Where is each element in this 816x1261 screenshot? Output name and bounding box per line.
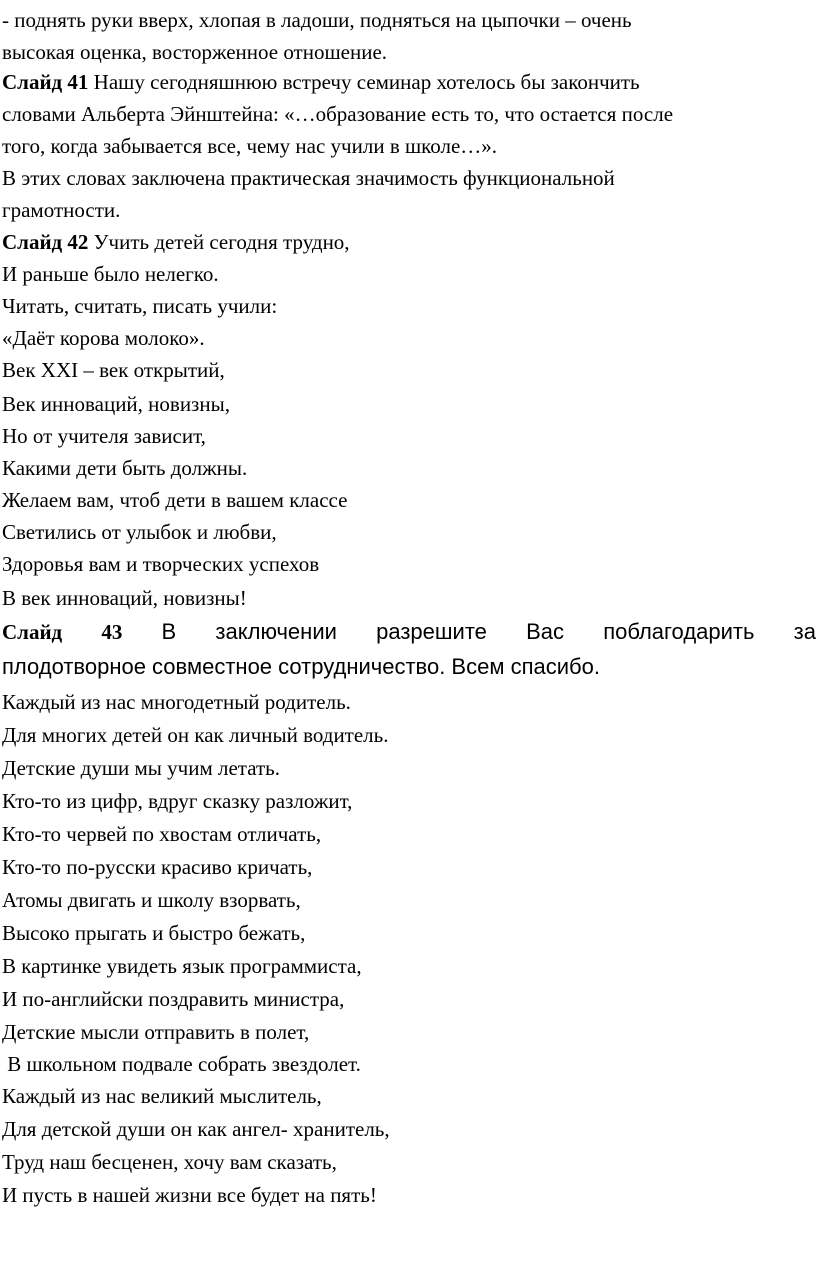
slide43-word: В [161, 619, 177, 644]
slide41-text-1: Нашу сегодняшнюю встречу семинар хотелось бы закончить [88, 70, 640, 94]
slide42-poem-line: Желаем вам, чтоб дети в вашем классе [2, 488, 348, 512]
slide42-paragraph-line-1 [2, 230, 350, 254]
slide43-label-word: Слайд [2, 620, 63, 644]
slide41-paragraph-line-1 [2, 70, 640, 94]
slide43-word: за [793, 619, 816, 644]
slide43-poem-line: Детские души мы учим летать. [2, 756, 281, 780]
slide41-line-3: того, когда забывается все, чему нас учили в школе…». [2, 134, 498, 158]
slide43-poem-line: Для детской души он как ангел- хранитель, [2, 1117, 390, 1141]
slide43-poem-line: В школьном подвале собрать звездолет. [2, 1052, 361, 1076]
slide42-poem-line: Какими дети быть должны. [2, 456, 248, 480]
slide42-poem-line: И раньше было нелегко. [2, 262, 219, 286]
slide42-poem-line: «Даёт корова молоко». [2, 326, 205, 350]
intro-line-2: высокая оценка, восторженное отношение. [2, 40, 388, 64]
slide42-label: Слайд 42 [2, 230, 89, 254]
slide43-poem-line: Детские мысли отправить в полет, [2, 1020, 310, 1044]
slide43-word: Вас [526, 619, 564, 644]
slide43-poem-line: Высоко прыгать и быстро бежать, [2, 921, 306, 945]
slide42-poem-line: Читать, считать, писать учили: [2, 294, 278, 318]
slide43-poem-line: В картинке увидеть язык программиста, [2, 954, 362, 978]
slide43-poem-line: Для многих детей он как личный водитель. [2, 723, 389, 747]
slide43-poem-line: Кто-то по-русски красиво кричать, [2, 855, 313, 879]
slide42-poem-line: Век XXI – век открытий, [2, 358, 225, 382]
slide42-text-1: Учить детей сегодня трудно, [88, 230, 350, 254]
slide42-poem-line: Век инноваций, новизны, [2, 392, 230, 416]
slide42-poem-line: Но от учителя зависит, [2, 424, 206, 448]
slide43-paragraph-line-1 [2, 620, 816, 644]
slide41-label: Слайд 41 [2, 70, 89, 94]
intro-line-1: - поднять руки вверх, хлопая в ладоши, подняться на цыпочки – очень [2, 8, 632, 32]
slide43-poem-line: Труд наш бесценен, хочу вам сказать, [2, 1150, 337, 1174]
slide41-line-4: В этих словах заключена практическая значимость функциональной [2, 166, 615, 190]
slide41-line-2: словами Альберта Эйнштейна: «…образование есть то, что остается после [2, 102, 674, 126]
slide43-poem-line: И по-английски поздравить министра, [2, 987, 345, 1011]
slide42-poem-line: Светились от улыбок и любви, [2, 520, 277, 544]
slide43-poem-line: И пусть в нашей жизни все будет на пять! [2, 1183, 377, 1207]
slide43-poem-line: Кто-то червей по хвостам отличать, [2, 822, 322, 846]
slide43-word: разрешите [376, 619, 487, 644]
slide43-poem-line: Каждый из нас великий мыслитель, [2, 1084, 322, 1108]
slide43-line-2: плодотворное совместное сотрудничество. Всем спасибо. [2, 654, 600, 679]
slide43-word: заключении [215, 619, 337, 644]
slide42-poem-line: В век инноваций, новизны! [2, 586, 247, 610]
slide43-poem-line: Кто-то из цифр, вдруг сказку разложит, [2, 789, 353, 813]
slide41-line-5: грамотности. [2, 198, 121, 222]
slide42-poem-line: Здоровья вам и творческих успехов [2, 552, 320, 576]
slide43-word: поблагодарить [603, 619, 755, 644]
slide43-label-number: 43 [101, 620, 123, 644]
slide43-poem-line: Каждый из нас многодетный родитель. [2, 690, 351, 714]
slide43-poem-line: Атомы двигать и школу взорвать, [2, 888, 301, 912]
